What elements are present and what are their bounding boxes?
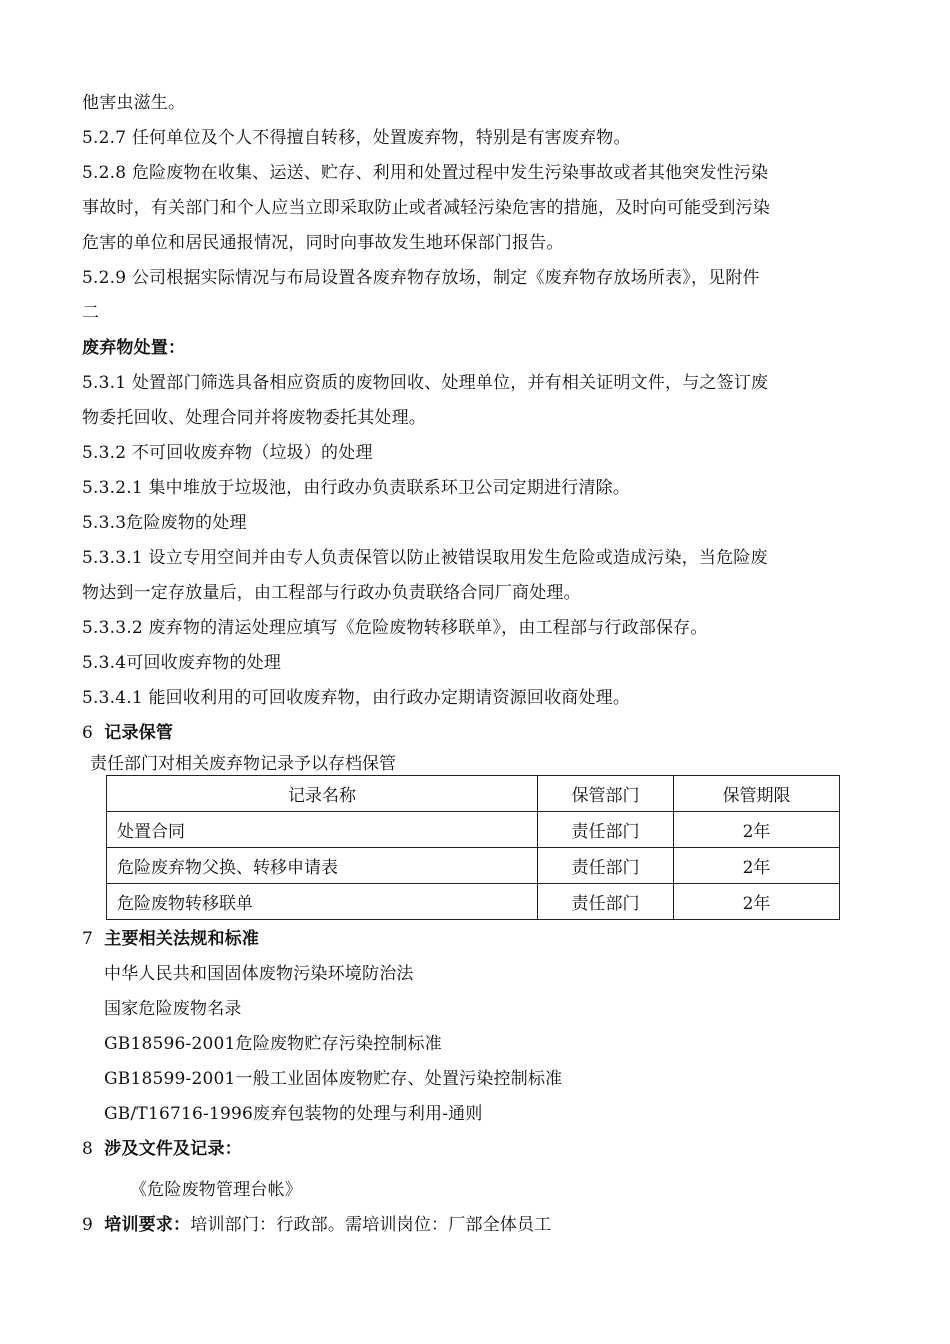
section-9-heading (82, 1208, 872, 1243)
law-item: 国家危险废物名录 (104, 999, 242, 1019)
clause-5-3-3: 5.3.3危险废物的处理 (82, 513, 247, 533)
table-cell: 2年 (674, 848, 840, 884)
clause-5-3-1-line2: 物委托回收、处理合同并将废物委托其处理。 (82, 408, 426, 428)
law-item: GB18599-2001一般工业固体废物贮存、处置污染控制标准 (104, 1069, 563, 1089)
records-table (106, 775, 840, 920)
law-item: 中华人民共和国固体废物污染环境防治法 (104, 964, 414, 984)
table-caption: 责任部门对相关废弃物记录予以存档保管 (90, 754, 396, 774)
table-cell: 处置合同 (107, 812, 538, 848)
table-cell: 责任部门 (538, 848, 674, 884)
section-title: 记录保管 (104, 723, 174, 743)
document-reference: 《危险废物管理台帐》 (130, 1180, 302, 1200)
clause-5-2-8-line1: 5.2.8 危险废物在收集、运送、贮存、利用和处置过程中发生污染事故或者其他突发性污染 (82, 163, 769, 183)
document-page (82, 86, 872, 1243)
table-row (107, 884, 840, 920)
table-cell: 责任部门 (538, 884, 674, 920)
clause-5-3-1-line1: 5.3.1 处置部门筛选具备相应资质的废物回收、处理单位，并有相关证明文件，与之签订废 (82, 373, 769, 393)
section-6-heading (82, 716, 872, 751)
table-cell: 2年 (674, 812, 840, 848)
section-heading-disposal: 废弃物处置： (82, 338, 186, 358)
section-number: 7 (82, 929, 94, 949)
section-title: 培训要求： (104, 1215, 191, 1235)
clause-5-3-2-1: 5.3.2.1 集中堆放于垃圾池，由行政办负责联系环卫公司定期进行清除。 (82, 478, 631, 498)
table-cell: 责任部门 (538, 812, 674, 848)
clause-5-2-9-line1: 5.2.9 公司根据实际情况与布局设置各废弃物存放场，制定《废弃物存放场所表》，见附件 (82, 268, 760, 288)
clause-5-2-8-line2: 事故时，有关部门和个人应当立即采取防止或者减轻污染危害的措施，及时向可能受到污染 (82, 198, 770, 218)
clause-5-2-9-line2: 二 (82, 303, 100, 323)
law-item: GB18596-2001危险废物贮存污染控制标准 (104, 1034, 442, 1054)
section-number: 9 (82, 1215, 94, 1235)
table-cell: 2年 (674, 884, 840, 920)
clause-5-3-2: 5.3.2 不可回收废弃物（垃圾）的处理 (82, 443, 373, 463)
table-row (107, 848, 840, 884)
section-title: 主要相关法规和标准 (104, 929, 260, 949)
section-8-heading (82, 1132, 872, 1167)
clause-5-2-7: 5.2.7 任何单位及个人不得擅自转移，处置废弃物，特别是有害废弃物。 (82, 128, 631, 148)
section-title: 涉及文件及记录： (104, 1139, 242, 1159)
training-text: 培训部门：行政部。需培训岗位：厂部全体员工 (190, 1215, 552, 1235)
section-7-heading (82, 922, 872, 957)
clause-5-3-4-1: 5.3.4.1 能回收利用的可回收废弃物，由行政办定期请资源回收商处理。 (82, 688, 631, 708)
clause-5-3-3-1-line2: 物达到一定存放量后，由工程部与行政办负责联络合同厂商处理。 (82, 583, 581, 603)
table-cell: 危险废弃物父换、转移申请表 (107, 848, 538, 884)
clause-5-2-8-line3: 危害的单位和居民通报情况，同时向事故发生地环保部门报告。 (82, 233, 564, 253)
table-row (107, 812, 840, 848)
clause-5-3-4: 5.3.4可回收废弃物的处理 (82, 653, 282, 673)
table-header-cell: 记录名称 (107, 776, 538, 812)
table-header-cell: 保管期限 (674, 776, 840, 812)
table-header-cell: 保管部门 (538, 776, 674, 812)
law-item: GB/T16716-1996废弃包装物的处理与利用-通则 (104, 1104, 483, 1124)
text-line: 他害虫滋生。 (82, 93, 186, 113)
table-header-row (107, 776, 840, 812)
table-cell: 危险废物转移联单 (107, 884, 538, 920)
clause-5-3-3-2: 5.3.3.2 废弃物的清运处理应填写《危险废物转移联单》，由工程部与行政部保存。 (82, 618, 708, 638)
section-number: 6 (82, 723, 94, 743)
clause-5-3-3-1-line1: 5.3.3.1 设立专用空间并由专人负责保管以防止被错误取用发生危险或造成污染，当危险废 (82, 548, 768, 568)
section-number: 8 (82, 1139, 94, 1159)
